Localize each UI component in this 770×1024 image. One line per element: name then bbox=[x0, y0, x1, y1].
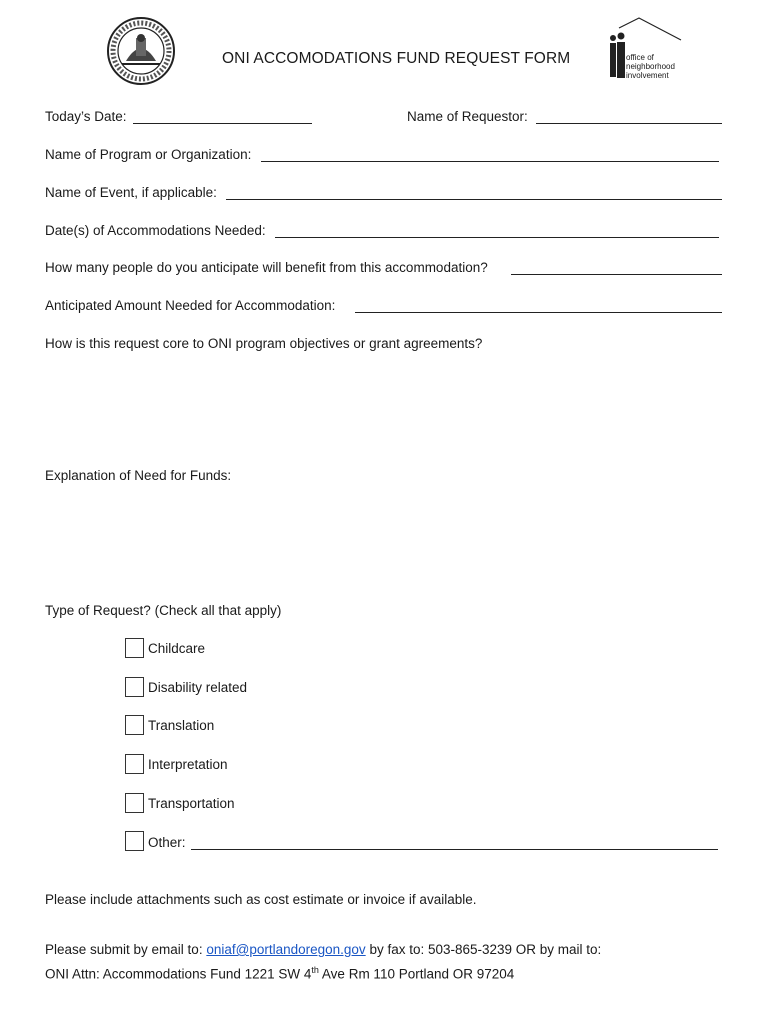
logo-text-3: involvement bbox=[626, 71, 669, 80]
todays-date-label: Today’s Date: bbox=[45, 109, 127, 124]
form-title: ONI ACCOMODATIONS FUND REQUEST FORM bbox=[222, 50, 571, 67]
disability-label: Disability related bbox=[148, 680, 248, 695]
address-part-1: ONI Attn: Accommodations Fund 1221 SW 4 bbox=[45, 966, 312, 982]
attachments-note: Please include attachments such as cost estimate or invoice if available. bbox=[45, 892, 477, 907]
childcare-label: Childcare bbox=[148, 641, 206, 656]
people-count-label: How many people do you anticipate will benefit from this accommodation? bbox=[45, 260, 488, 275]
disability-checkbox[interactable] bbox=[125, 677, 144, 697]
transportation-label: Transportation bbox=[148, 796, 235, 811]
submit-prefix: Please submit by email to: bbox=[45, 942, 203, 957]
people-count-field[interactable] bbox=[511, 274, 722, 275]
transportation-checkbox[interactable] bbox=[125, 793, 144, 813]
other-checkbox[interactable] bbox=[125, 831, 144, 851]
city-seal-logo bbox=[106, 16, 176, 86]
explanation-label: Explanation of Need for Funds: bbox=[45, 468, 232, 483]
requestor-label: Name of Requestor: bbox=[407, 109, 528, 124]
translation-checkbox[interactable] bbox=[125, 715, 144, 735]
core-question-answer-area[interactable] bbox=[45, 356, 722, 456]
childcare-checkbox[interactable] bbox=[125, 638, 144, 658]
interpretation-label: Interpretation bbox=[148, 757, 228, 772]
submit-suffix: by fax to: 503-865-3239 OR by mail to: bbox=[369, 942, 602, 957]
requestor-field[interactable] bbox=[536, 123, 722, 124]
todays-date-field[interactable] bbox=[133, 123, 312, 124]
interpretation-checkbox[interactable] bbox=[125, 754, 144, 774]
event-label: Name of Event, if applicable: bbox=[45, 185, 217, 200]
dates-needed-label: Date(s) of Accommodations Needed: bbox=[45, 223, 266, 238]
mailing-address bbox=[45, 962, 514, 983]
oni-logo bbox=[605, 14, 685, 84]
amount-label: Anticipated Amount Needed for Accommodation: bbox=[45, 298, 336, 313]
other-label: Other: bbox=[148, 835, 186, 850]
program-label: Name of Program or Organization: bbox=[45, 147, 252, 162]
core-question-label: How is this request core to ONI program objectives or grant agreements? bbox=[45, 336, 483, 351]
amount-field[interactable] bbox=[355, 312, 722, 313]
submit-instructions bbox=[45, 942, 601, 958]
other-field[interactable] bbox=[191, 849, 718, 850]
program-field[interactable] bbox=[261, 161, 719, 162]
dates-needed-field[interactable] bbox=[275, 237, 719, 238]
translation-label: Translation bbox=[148, 718, 215, 733]
logo-text-1: office of bbox=[626, 53, 654, 62]
logo-text-2: neighborhood bbox=[626, 62, 675, 71]
email-link[interactable]: oniaf@portlandoregon.gov bbox=[206, 942, 366, 957]
request-type-heading: Type of Request? (Check all that apply) bbox=[45, 603, 282, 618]
address-superscript: th bbox=[311, 965, 319, 975]
explanation-answer-area[interactable] bbox=[45, 488, 722, 593]
address-part-2: Ave Rm 110 Portland OR 97204 bbox=[321, 966, 515, 982]
event-field[interactable] bbox=[226, 199, 722, 200]
